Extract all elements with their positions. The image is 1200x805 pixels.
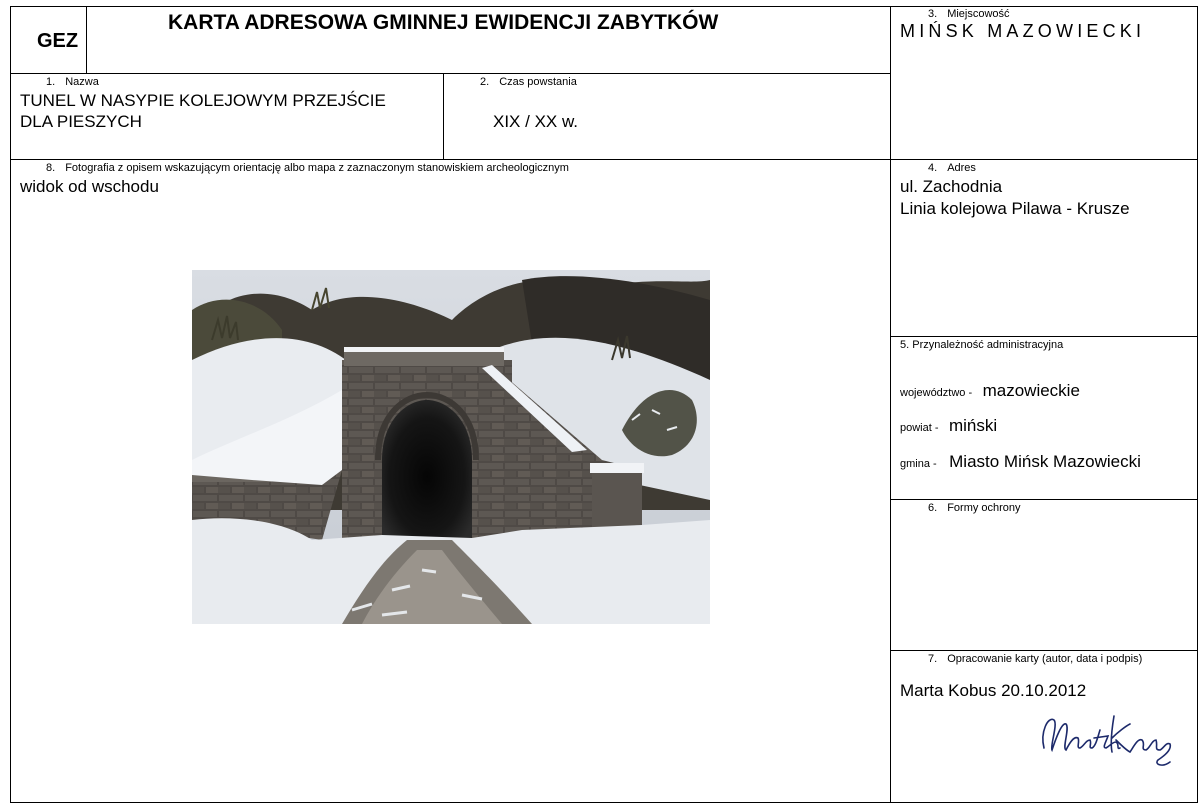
- name-label: 1. Nazwa: [46, 76, 99, 88]
- border-left: [10, 6, 11, 803]
- date-label: 2. Czas powstania: [480, 76, 577, 88]
- photo-label: 8. Fotografia z opisem wskazującym orientację albo mapa z zaznaczonym stanowiskiem archeologicznym: [46, 162, 569, 174]
- locality-label: 3. Miejscowość: [928, 8, 1010, 20]
- name-value-line2: DLA PIESZYCH: [20, 112, 142, 131]
- address-line2: Linia kolejowa Pilawa - Krusze: [900, 199, 1130, 218]
- form-code: GEZ: [37, 30, 79, 52]
- county-label: powiat -: [900, 422, 939, 434]
- divider-gez: [86, 6, 87, 74]
- voivodeship-label: województwo -: [900, 387, 973, 399]
- tunnel-photo: [192, 270, 710, 624]
- divider-protection-author: [890, 650, 1198, 651]
- signature-image: [1030, 702, 1180, 774]
- voivodeship-row: [900, 381, 1080, 401]
- border-bottom: [10, 802, 1198, 803]
- border-top: [10, 6, 1198, 7]
- locality-value: MIŃSK MAZOWIECKI: [900, 21, 1146, 41]
- address-label: 4. Adres: [928, 162, 976, 174]
- divider-name-date: [443, 73, 444, 160]
- address-line1: ul. Zachodnia: [900, 177, 1003, 196]
- county-row: [900, 416, 997, 436]
- border-right: [1197, 6, 1198, 803]
- commune-label: gmina -: [900, 458, 937, 470]
- form-title: KARTA ADRESOWA GMINNEJ EWIDENCJI ZABYTKÓW: [168, 11, 719, 34]
- protection-label: 6. Formy ochrony: [928, 502, 1021, 514]
- divider-address-admin: [890, 336, 1198, 337]
- photo-caption: widok od wschodu: [20, 177, 159, 196]
- voivodeship-value: mazowieckie: [982, 381, 1080, 400]
- divider-row2: [10, 159, 1198, 160]
- divider-row1: [10, 73, 890, 74]
- county-value: miński: [948, 416, 998, 435]
- author-label: 7. Opracowanie karty (autor, data i podpis): [928, 653, 1143, 665]
- divider-main-right: [890, 6, 891, 803]
- author-value: Marta Kobus 20.10.2012: [900, 681, 1087, 700]
- divider-admin-protection: [890, 499, 1198, 500]
- commune-value: Miasto Mińsk Mazowiecki: [949, 452, 1141, 471]
- name-value-line1: TUNEL W NASYPIE KOLEJOWYM PRZEJŚCIE: [20, 91, 386, 110]
- date-value: XIX / XX w.: [493, 112, 579, 131]
- admin-label: 5. Przynależność administracyjna: [900, 339, 1064, 351]
- commune-row: [900, 452, 1141, 472]
